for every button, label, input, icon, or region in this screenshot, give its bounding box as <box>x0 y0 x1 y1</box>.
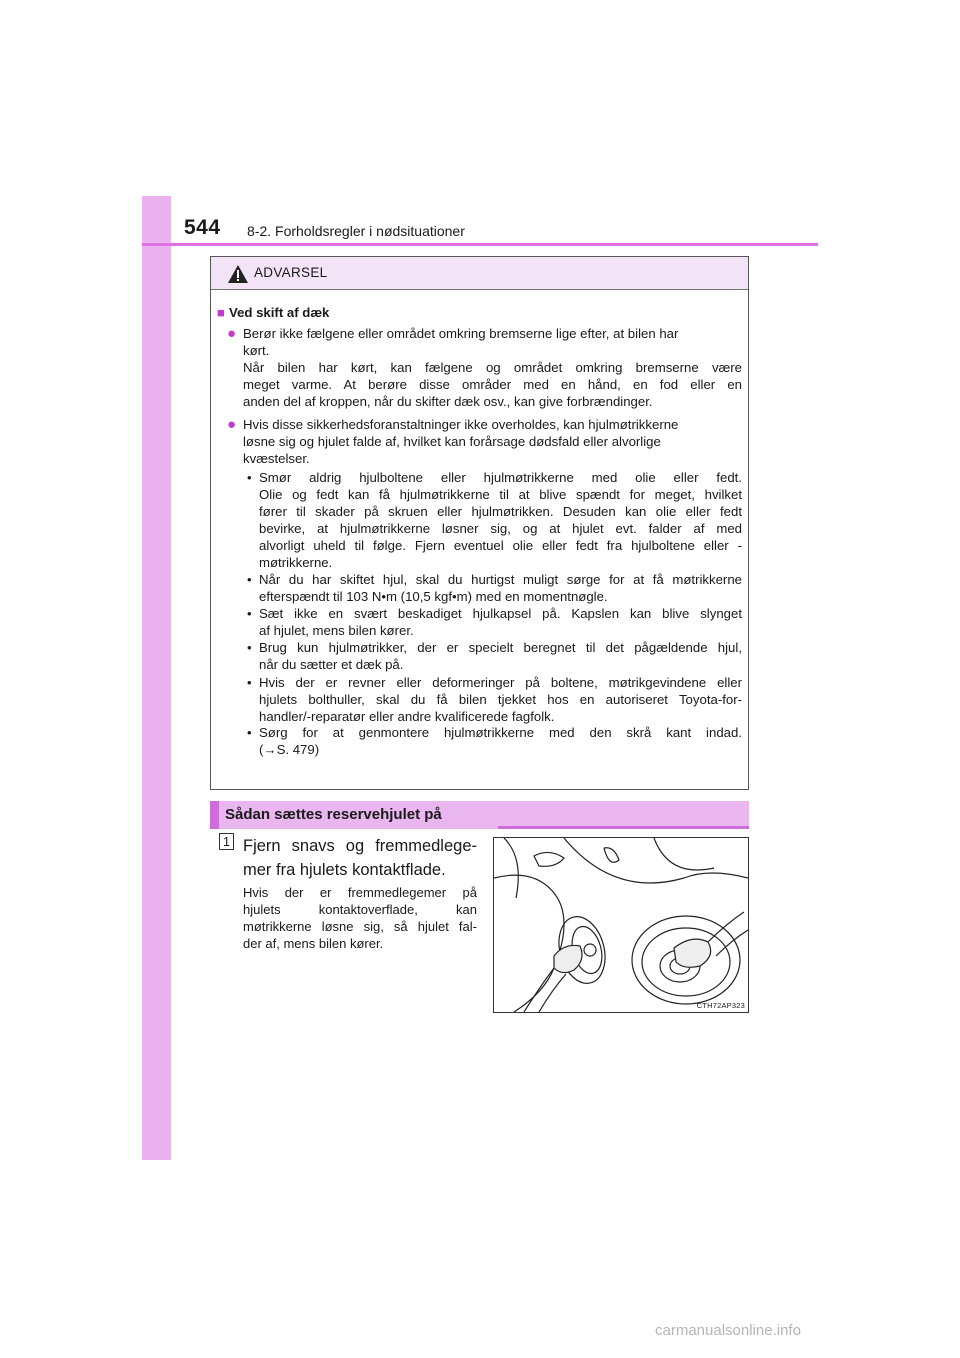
text-line: Fjern snavs og fremmedlege- <box>243 837 477 855</box>
bullet-dot: • <box>247 675 252 690</box>
square-bullet-icon: ■ <box>217 305 225 320</box>
text-line: meget varme. At berøre disse områder med en hånd, en fod eller en <box>243 377 742 392</box>
warning-box <box>210 256 749 790</box>
text-line: kvæstelser. <box>243 451 310 466</box>
side-band <box>142 196 171 1160</box>
text-line: mer fra hjulets kontaktflade. <box>243 861 446 879</box>
warning-subheading <box>217 304 329 321</box>
warning-header <box>211 257 748 290</box>
wheel-cleaning-drawing <box>494 838 748 1012</box>
section-heading-bar <box>210 801 749 829</box>
illustration-code: CTH72AP323 <box>696 1001 745 1010</box>
text-line: løsne sig og hjulet falde af, hvilket kan forårsage dødsfald eller alvorlige <box>243 434 661 449</box>
warning-subheading-text: Ved skift af dæk <box>228 305 330 320</box>
text-line: Smør aldrig hjulboltene eller hjulmøtrikkerne med olie eller fedt. <box>259 470 742 485</box>
bullet-dot: • <box>247 606 252 621</box>
bullet-item <box>259 724 742 758</box>
bullet-item <box>259 571 742 605</box>
text-line: bevirke, at hjulmøtrikkerne løsner sig, og at hjulet evt. falder af med <box>259 521 742 536</box>
round-bullet-icon: ● <box>227 416 237 433</box>
bullet-item <box>259 469 742 571</box>
text-line: Hvis der er revner eller deformeringer på boltene, møtrikgevindene eller <box>259 675 742 690</box>
text-line: hjulets kontaktoverflade, kan <box>243 902 477 917</box>
bullet-dot: • <box>247 572 252 587</box>
warning-triangle-icon <box>227 264 249 284</box>
text-line: hjulets bolthuller, skal du få bilen tjekket hos en autoriseret Toyota-for- <box>259 692 742 707</box>
bullet-dot: • <box>247 725 252 740</box>
text-line: anden del af kroppen, når du skifter dæk osv., kan give forbrændinger. <box>243 394 653 409</box>
text-line: møtrikkerne. <box>259 555 333 570</box>
warning-point-2 <box>243 416 742 467</box>
spare-wheel-illustration <box>493 837 749 1013</box>
bullet-dot: • <box>247 640 252 655</box>
warning-body <box>211 290 748 789</box>
heading-underline <box>498 826 749 829</box>
watermark: carmanualsonline.info <box>655 1322 801 1339</box>
step-number: 1 <box>219 833 234 850</box>
step-instruction <box>243 834 477 882</box>
text-line: Hvis disse sikkerhedsforanstaltninger ikke overholdes, kan hjulmøtrikkerne <box>243 417 679 432</box>
warning-title: ADVARSEL <box>254 265 328 280</box>
text-line: (→S. 479) <box>259 742 320 757</box>
text-line: der af, mens bilen kører. <box>243 936 384 951</box>
text-line: møtrikkerne løsne sig, så hjulet fal- <box>243 919 477 934</box>
text-line: Når bilen har kørt, kan fælgene og området omkring bremserne være <box>243 360 742 375</box>
text-line: Olie og fedt kan få hjulmøtrikkerne til at blive spændt for meget, hvilket <box>259 487 742 502</box>
bullet-item <box>259 639 742 673</box>
header-rule <box>142 243 818 246</box>
section-heading: Sådan sættes reservehjulet på <box>225 806 442 823</box>
text-line: efterspændt til 103 N•m (10,5 kgf•m) med en momentnøgle. <box>259 589 608 604</box>
page-number: 544 <box>184 216 221 239</box>
text-line: fører til skader på skruen eller hjulmøtrikken. Desuden kan olie eller fedt <box>259 504 742 519</box>
text-line: af hjulet, mens bilen kører. <box>259 623 414 638</box>
text-line: Hvis der er fremmedlegemer på <box>243 885 477 900</box>
step-note <box>243 884 477 952</box>
bullet-item <box>259 674 742 725</box>
text-line: Brug kun hjulmøtrikker, der er specielt beregnet til det pågældende hjul, <box>259 640 742 655</box>
text-line: Sørg for at genmontere hjulmøtrikkerne med den skrå kant indad. <box>259 725 742 740</box>
bullet-item <box>259 605 742 639</box>
text-line: Berør ikke fælgene eller området omkring bremserne lige efter, at bilen har <box>243 326 679 341</box>
bullet-dot: • <box>247 470 252 485</box>
chapter-title: 8-2. Forholdsregler i nødsituationer <box>247 223 465 239</box>
text-line: handler/-reparatør eller andre kvalificerede fagfolk. <box>259 709 555 724</box>
text-line: Sæt ikke en svært beskadiget hjulkapsel på. Kapslen kan blive slynget <box>259 606 742 621</box>
text-line: alvorligt uheld til følge. Fjern eventuel olie eller fedt fra hjulboltene eller - <box>259 538 742 553</box>
text-line: når du sætter et dæk på. <box>259 657 404 672</box>
warning-point-1 <box>243 325 742 410</box>
text-line: kørt. <box>243 343 270 358</box>
text-line: Når du har skiftet hjul, skal du hurtigst muligt sørge for at få møtrikkerne <box>259 572 742 587</box>
heading-accent <box>210 801 219 829</box>
round-bullet-icon: ● <box>227 325 237 342</box>
